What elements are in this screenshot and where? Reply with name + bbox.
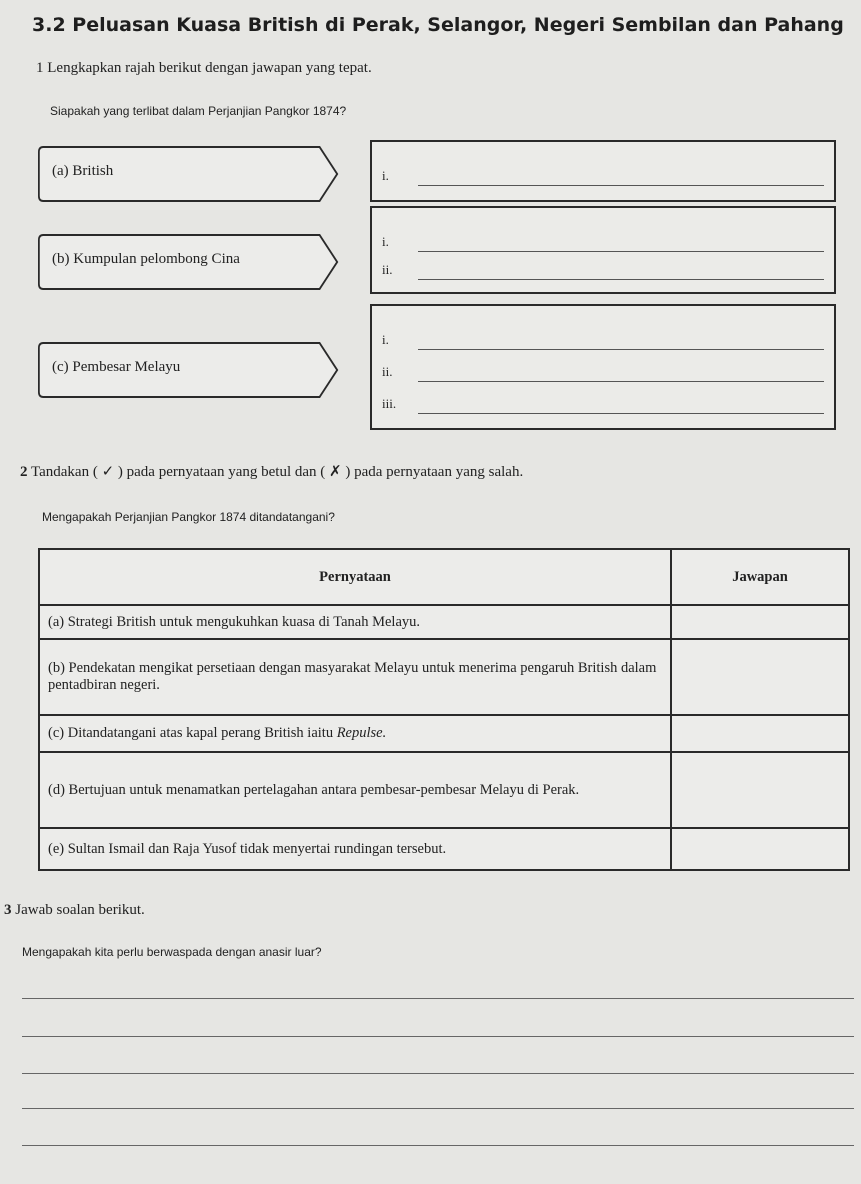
row-number: i. (382, 168, 389, 183)
answer-row[interactable] (382, 168, 824, 188)
statement-cell: (a) Strategi British untuk mengukuhkan kuasa di Tanah Melayu. (39, 605, 671, 639)
q3-instruction (4, 902, 145, 919)
table-row (39, 828, 849, 870)
answer-line[interactable] (418, 185, 824, 186)
q3-number: 3 (4, 902, 12, 918)
answer-line[interactable] (22, 1108, 854, 1109)
statement-table (38, 548, 850, 871)
q2-number: 2 (20, 464, 28, 480)
statement-cell (39, 715, 671, 752)
q3-question: Mengapakah kita perlu berwaspada dengan anasir luar? (22, 945, 322, 959)
label-pelombong: (b) Kumpulan pelombong Cina (52, 251, 240, 267)
table-row (39, 605, 849, 639)
arrow-label-pelombong (38, 234, 338, 290)
answer-line[interactable] (22, 1036, 854, 1037)
arrow-label-british (38, 146, 338, 202)
answer-cell[interactable] (671, 639, 849, 715)
label-pembesar: (c) Pembesar Melayu (52, 359, 181, 375)
answer-line[interactable] (22, 1145, 854, 1146)
answer-box-pelombong (370, 206, 836, 294)
q1-question: Siapakah yang terlibat dalam Perjanjian Pangkor 1874? (50, 104, 347, 118)
q1-instruction-text: Lengkapkan rajah berikut dengan jawapan yang tepat. (47, 60, 372, 76)
row-number: iii. (382, 396, 397, 411)
ship-name: Repulse. (336, 725, 387, 741)
answer-cell[interactable] (671, 605, 849, 639)
arrow-label-pembesar (38, 342, 338, 398)
statement-text: (c) Ditandatangani atas kapal perang British iaitu (48, 725, 337, 741)
table-header-row (39, 549, 849, 605)
header-pernyataan: Pernyataan (39, 549, 671, 605)
answer-line[interactable] (418, 251, 824, 252)
answer-row[interactable] (382, 332, 824, 352)
row-number: i. (382, 332, 389, 347)
label-british: (a) British (52, 163, 114, 179)
answer-cell[interactable] (671, 715, 849, 752)
answer-line[interactable] (418, 381, 824, 382)
answer-box-pembesar (370, 304, 836, 430)
answer-line[interactable] (22, 1073, 854, 1074)
q1-number: 1 (36, 60, 44, 76)
q3-instruction-text: Jawab soalan berikut. (15, 902, 145, 918)
q2-question: Mengapakah Perjanjian Pangkor 1874 ditandatangani? (42, 510, 335, 524)
row-number: ii. (382, 364, 393, 379)
table-row (39, 715, 849, 752)
statement-cell: (b) Pendekatan mengikat persetiaan dengan masyarakat Melayu untuk menerima pengaruh British dalam pentadbiran negeri. (39, 639, 671, 715)
section-title: 3.2 Peluasan Kuasa British di Perak, Selangor, Negeri Sembilan dan Pahang (32, 14, 844, 36)
answer-row[interactable] (382, 234, 824, 254)
q2-instruction-text: Tandakan ( ✓ ) pada pernyataan yang betul dan ( ✗ ) pada pernyataan yang salah. (30, 464, 524, 480)
answer-row[interactable] (382, 364, 824, 384)
header-jawapan: Jawapan (671, 549, 849, 605)
table-row (39, 752, 849, 828)
q2-instruction (20, 462, 523, 481)
answer-cell[interactable] (671, 752, 849, 828)
table-row (39, 639, 849, 715)
answer-row[interactable] (382, 396, 824, 416)
answer-box-british (370, 140, 836, 202)
row-number: ii. (382, 262, 393, 277)
answer-line[interactable] (22, 998, 854, 999)
statement-cell: (d) Bertujuan untuk menamatkan pertelagahan antara pembesar-pembesar Melayu di Perak. (39, 752, 671, 828)
statement-cell: (e) Sultan Ismail dan Raja Yusof tidak menyertai rundingan tersebut. (39, 828, 671, 870)
answer-line[interactable] (418, 279, 824, 280)
answer-cell[interactable] (671, 828, 849, 870)
answer-line[interactable] (418, 413, 824, 414)
q1-instruction (36, 60, 372, 77)
row-number: i. (382, 234, 389, 249)
answer-line[interactable] (418, 349, 824, 350)
answer-row[interactable] (382, 262, 824, 282)
